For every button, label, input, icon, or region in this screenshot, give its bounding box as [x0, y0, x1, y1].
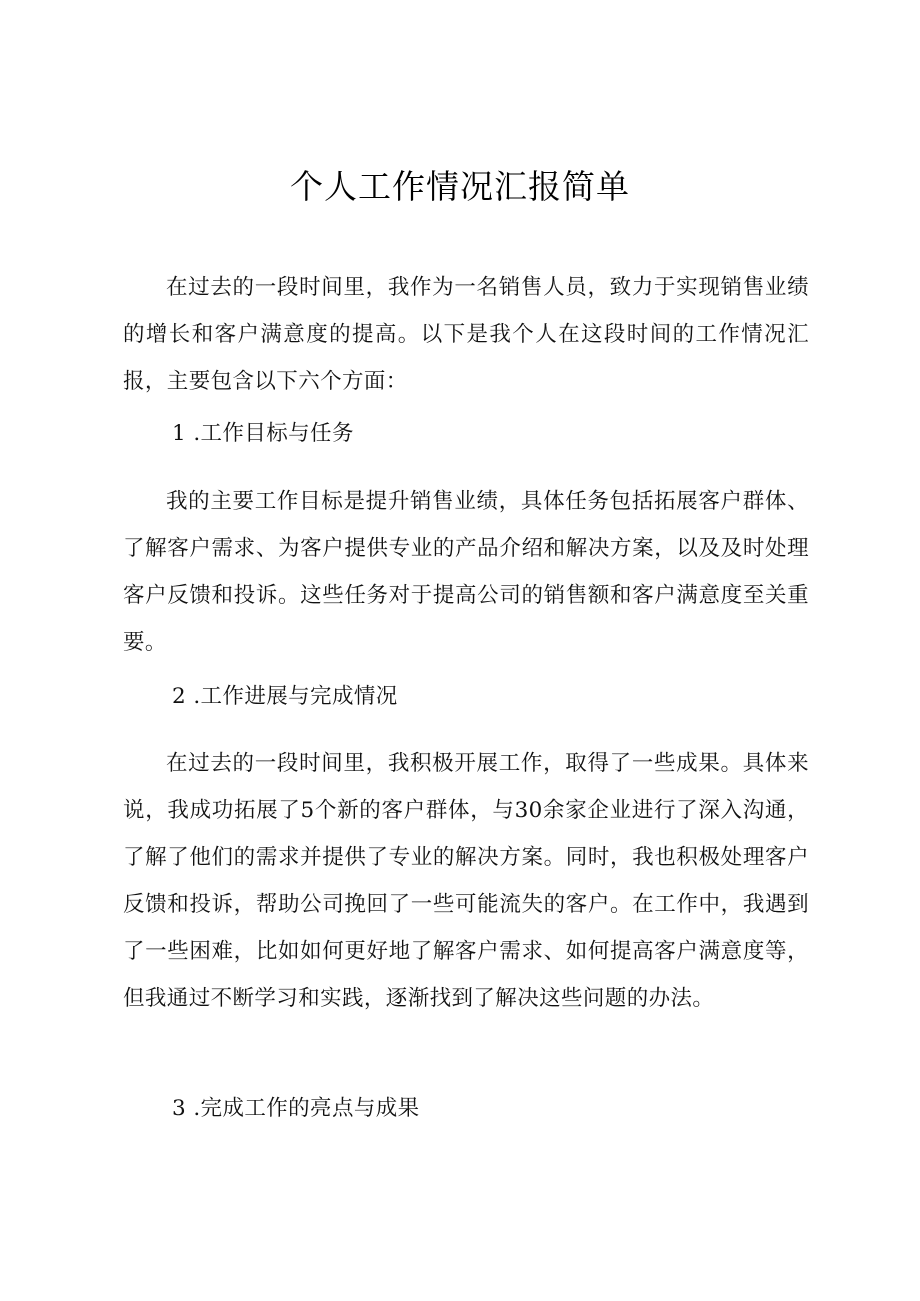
document-title: 个人工作情况汇报简单 [290, 167, 630, 206]
section-body-1: 我的主要工作目标是提升销售业绩，具体任务包括拓展客户群体、了解客户需求、为客户提供专业的产品介绍和解决方案，以及及时处理客户反馈和投诉。这些任务对于提高公司的销售额和客户满意度至关重要。 [123, 489, 809, 655]
section-heading-2: 2 .工作进展与完成情况 [172, 684, 398, 709]
section-heading-1: 1 .工作目标与任务 [172, 421, 354, 446]
intro-paragraph: 在过去的一段时间里，我作为一名销售人员，致力于实现销售业绩的增长和客户满意度的提高。以下是我个人在这段时间的工作情况汇报，主要包含以下六个方面： [123, 275, 809, 394]
section-heading-3: 3 .完成工作的亮点与成果 [172, 1096, 420, 1121]
section-body-2: 在过去的一段时间里，我积极开展工作，取得了一些成果。具体来说，我成功拓展了5个新的客户群体，与30余家企业进行了深入沟通，了解了他们的需求并提供了专业的解决方案。同时，我也积极处理客户反馈和投诉，帮助公司挽回了一些可能流失的客户。在工作中，我遇到了一些困难，比如如何更好地了解客户需求、如何提高客户满意度等，但我通过不断学习和实践，逐渐找到了解决这些问题的办法。 [123, 751, 809, 1011]
